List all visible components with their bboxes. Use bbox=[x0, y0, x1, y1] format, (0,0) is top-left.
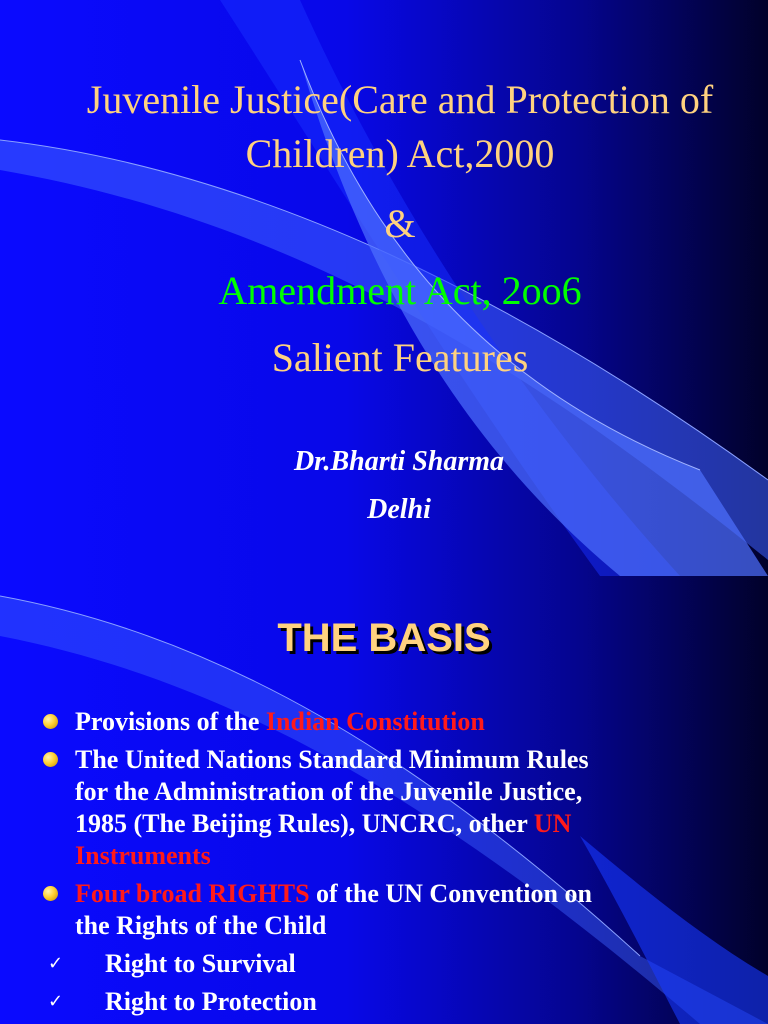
highlight-text: Four broad RIGHTS bbox=[75, 879, 310, 908]
title-line-1: Juvenile Justice(Care and Protection of bbox=[86, 77, 714, 122]
highlight-text: Instruments bbox=[75, 841, 211, 870]
amendment-title: Amendment Act, 2oo6 bbox=[218, 268, 582, 313]
author-name: Dr.Bharti Sharma bbox=[293, 446, 505, 477]
highlight-text: Indian Constitution bbox=[265, 707, 485, 736]
slide-title: THE BASIS bbox=[277, 616, 491, 660]
highlight-text: UN bbox=[533, 809, 572, 838]
bullet-dot-icon bbox=[43, 714, 58, 729]
author-location: Delhi bbox=[367, 494, 431, 525]
ampersand: & bbox=[384, 201, 416, 246]
checkmark-icon: ✓ bbox=[48, 991, 64, 1012]
list-item: The United Nations Standard Minimum Rules for the Administration of the Juvenile Justice, 1985 (The Beijing Rules), UNCRC, other UN Instruments bbox=[40, 744, 700, 872]
list-item: Provisions of the Indian Constitution bbox=[40, 706, 700, 738]
check-item: ✓ Right to Survival bbox=[48, 949, 296, 978]
subtitle: Salient Features bbox=[271, 335, 529, 380]
title-line-2: Children) Act,2000 bbox=[245, 131, 555, 176]
check-item: ✓ Right to Protection bbox=[48, 987, 317, 1016]
bullet-list bbox=[40, 706, 700, 1024]
bullet-dot-icon bbox=[43, 752, 58, 767]
list-item: Four broad RIGHTS of the UN Convention on the Rights of the Child bbox=[40, 878, 700, 942]
basis-slide bbox=[0, 576, 768, 1024]
checkmark-icon: ✓ bbox=[48, 953, 64, 974]
bullet-dot-icon bbox=[43, 886, 58, 901]
